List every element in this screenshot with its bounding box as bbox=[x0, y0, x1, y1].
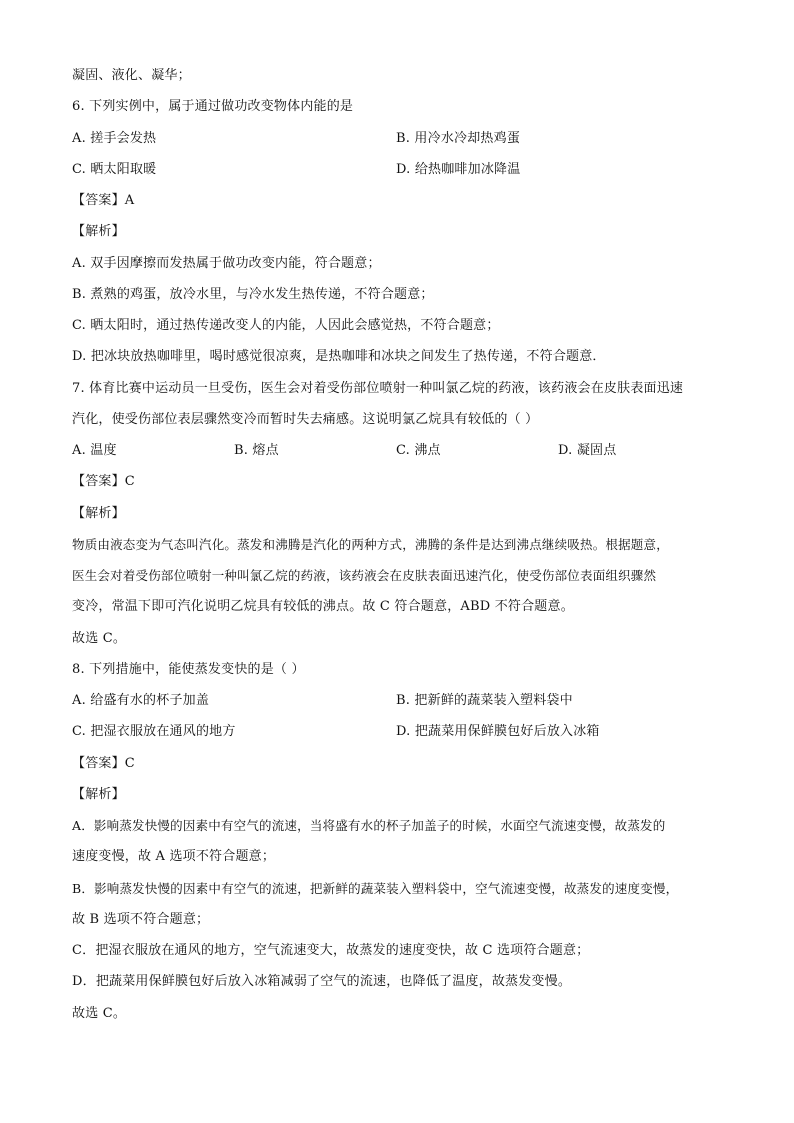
analysis-line: B．影响蒸发快慢的因素中有空气的流速，把新鲜的蔬菜装入塑料袋中，空气流速变慢，故蒸发的速度变慢， bbox=[72, 881, 679, 896]
question-7-option-b: B. 熔点 bbox=[234, 443, 279, 458]
question-8-option-a: A. 给盛有水的杯子加盖 bbox=[72, 693, 210, 708]
answer-label: 【答案】A bbox=[72, 193, 135, 208]
answer-label: 【答案】C bbox=[72, 756, 135, 771]
question-6-option-c: C. 晒太阳取暖 bbox=[72, 162, 157, 177]
text-line: 凝固、液化、凝华； bbox=[72, 68, 191, 83]
analysis-line: 故 B 选项不符合题意； bbox=[72, 912, 210, 927]
question-6-option-b: B. 用冷水冷却热鸡蛋 bbox=[396, 131, 521, 146]
answer-label: 【答案】C bbox=[72, 474, 135, 489]
question-8-option-c: C. 把湿衣服放在通风的地方 bbox=[72, 724, 236, 739]
analysis-label: 【解析】 bbox=[72, 506, 125, 521]
question-6-option-a: A. 搓手会发热 bbox=[72, 131, 157, 146]
question-6-option-d: D. 给热咖啡加冰降温 bbox=[396, 162, 521, 177]
question-7-option-a: A. 温度 bbox=[72, 443, 117, 458]
question-8-option-d: D. 把蔬菜用保鲜膜包好后放入冰箱 bbox=[396, 724, 600, 739]
conclusion-line: 故选 C。 bbox=[72, 1006, 127, 1021]
question-6-stem: 6. 下列实例中，属于通过做功改变物体内能的是 bbox=[72, 99, 354, 114]
analysis-line: B. 煮熟的鸡蛋，放冷水里，与冷水发生热传递，不符合题意； bbox=[72, 287, 434, 302]
analysis-line: 变冷，常温下即可汽化说明乙烷具有较低的沸点。故 C 符合题意，ABD 不符合题意。 bbox=[72, 599, 574, 614]
analysis-line: D．把蔬菜用保鲜膜包好后放入冰箱减弱了空气的流速，也降低了温度，故蒸发变慢。 bbox=[72, 974, 572, 989]
analysis-line: 物质由液态变为气态叫汽化。蒸发和沸腾是汽化的两种方式，沸腾的条件是达到沸点继续吸热。根据题意， bbox=[72, 537, 669, 552]
question-7-stem: 7. 体育比赛中运动员一旦受伤，医生会对着受伤部位喷射一种叫氯乙烷的药液，该药液会在皮肤表面迅速 bbox=[72, 381, 684, 396]
analysis-line: D. 把冰块放热咖啡里，喝时感觉很凉爽，是热咖啡和冰块之间发生了热传递，不符合题意． bbox=[72, 349, 606, 364]
analysis-line: A. 双手因摩擦而发热属于做功改变内能，符合题意； bbox=[72, 256, 381, 271]
question-7-option-c: C. 沸点 bbox=[396, 443, 441, 458]
question-7-option-d: D. 凝固点 bbox=[558, 443, 617, 458]
analysis-line: 医生会对着受伤部位喷射一种叫氯乙烷的药液，该药液会在皮肤表面迅速汽化，使受伤部位表面组织骤然 bbox=[72, 568, 657, 583]
analysis-line: 速度变慢，故 A 选项不符合题意； bbox=[72, 849, 276, 864]
question-8-stem: 8. 下列措施中，能使蒸发变快的是（ ） bbox=[72, 662, 305, 677]
question-7-stem-cont: 汽化，使受伤部位表层骤然变冷而暂时失去痛感。这说明氯乙烷具有较低的（ ） bbox=[72, 412, 539, 427]
question-8-option-b: B. 把新鲜的蔬菜装入塑料袋中 bbox=[396, 693, 573, 708]
analysis-line: C. 晒太阳时，通过热传递改变人的内能，人因此会感觉热，不符合题意； bbox=[72, 318, 500, 333]
analysis-line: C．把湿衣服放在通风的地方，空气流速变大，故蒸发的速度变快，故 C 选项符合题意； bbox=[72, 943, 590, 958]
analysis-line: A．影响蒸发快慢的因素中有空气的流速，当将盛有水的杯子加盖子的时候，水面空气流速变慢，故蒸发的 bbox=[72, 818, 666, 833]
analysis-label: 【解析】 bbox=[72, 787, 125, 802]
analysis-label: 【解析】 bbox=[72, 224, 125, 239]
conclusion-line: 故选 C。 bbox=[72, 631, 127, 646]
